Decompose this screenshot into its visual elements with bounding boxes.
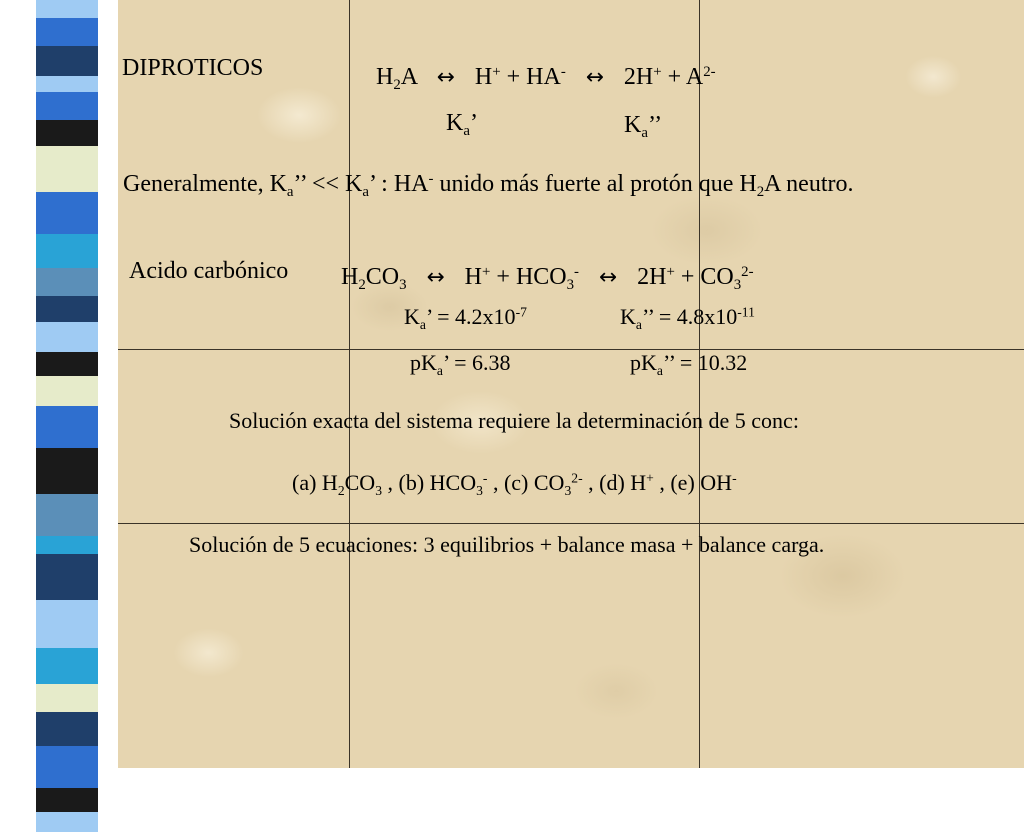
slide-background: [118, 0, 1024, 768]
grid-line-horizontal: [118, 523, 1024, 524]
stripe-segment: [36, 536, 98, 554]
stripe-segment: [36, 192, 98, 234]
stripe-segment: [36, 376, 98, 406]
stripe-segment: [36, 322, 98, 352]
stripe-column: [36, 0, 98, 768]
ka1-label: $K_a$’: [446, 110, 478, 140]
ka2-value: $K_a$’’ = $4.8x10^{-11}$: [620, 304, 755, 332]
ka2-label: $K_a$’’: [624, 112, 663, 142]
solution-statement: Solución exacta del sistema requiere la determinación de 5 conc:: [229, 408, 799, 433]
stripe-segment: [36, 812, 98, 832]
stripe-segment: [36, 406, 98, 448]
equilibrium-diprotic: $H_2A$ ↔ H+ + HA- ↔ $2H^+ + A^{2-}$: [376, 63, 716, 94]
stripe-segment: [36, 0, 98, 18]
stripe-segment: [36, 554, 98, 600]
carbonic-acid-label: Acido carbónico: [129, 258, 289, 284]
stripe-segment: [36, 92, 98, 120]
grid-line-horizontal: [118, 349, 1024, 350]
stripe-segment: [36, 788, 98, 812]
stripe-segment: [36, 234, 98, 268]
double-arrow-icon: ↔: [585, 65, 604, 90]
stripe-segment: [36, 684, 98, 712]
stripe-segment: [36, 46, 98, 76]
stripe-segment: [36, 712, 98, 746]
pka1-value: $pK_a$’ = 6.38: [410, 350, 511, 378]
stripe-segment: [36, 120, 98, 146]
stripe-segment: [36, 352, 98, 376]
stripe-segment: [36, 494, 98, 536]
equilibrium-carbonic: $H_2CO_3$ ↔ $H^+ + HCO_3^-$ ↔ $2H^+ + CO_3^{2-}$: [341, 263, 754, 294]
grid-line-vertical: [699, 0, 700, 768]
stripe-segment: [36, 600, 98, 648]
stripe-segment: [36, 76, 98, 92]
species-list: (a) $H_2CO_3$ , (b) $HCO_3^-$ , (c) $CO_3^{2-}$ , (d) H+ , (e) OH-: [292, 470, 737, 498]
equations-statement: Solución de 5 ecuaciones: 3 equilibrios + balance masa + balance carga.: [189, 532, 825, 557]
pka2-value: $pK_a$’’ = 10.32: [630, 350, 748, 378]
stripe-segment: [36, 268, 98, 296]
grid-line-vertical: [349, 0, 350, 768]
double-arrow-icon: ↔: [599, 265, 618, 290]
stripe-segment: [36, 648, 98, 684]
double-arrow-icon: ↔: [436, 65, 455, 90]
stripe-segment: [36, 296, 98, 322]
stripe-segment: [36, 146, 98, 192]
slide-title: DIPROTICOS: [122, 55, 264, 81]
ka1-value: $K_a$’ = $4.2x10^{-7}$: [404, 304, 527, 332]
stripe-segment: [36, 746, 98, 788]
stripe-segment: [36, 448, 98, 494]
general-statement: Generalmente, $K_a$’’ << $K_a$’ : HA- unido más fuerte al protón que $H_2A$ neutro.: [123, 170, 854, 201]
stripe-segment: [36, 18, 98, 46]
decorative-stripe-bar: [0, 0, 118, 768]
double-arrow-icon: ↔: [426, 265, 445, 290]
